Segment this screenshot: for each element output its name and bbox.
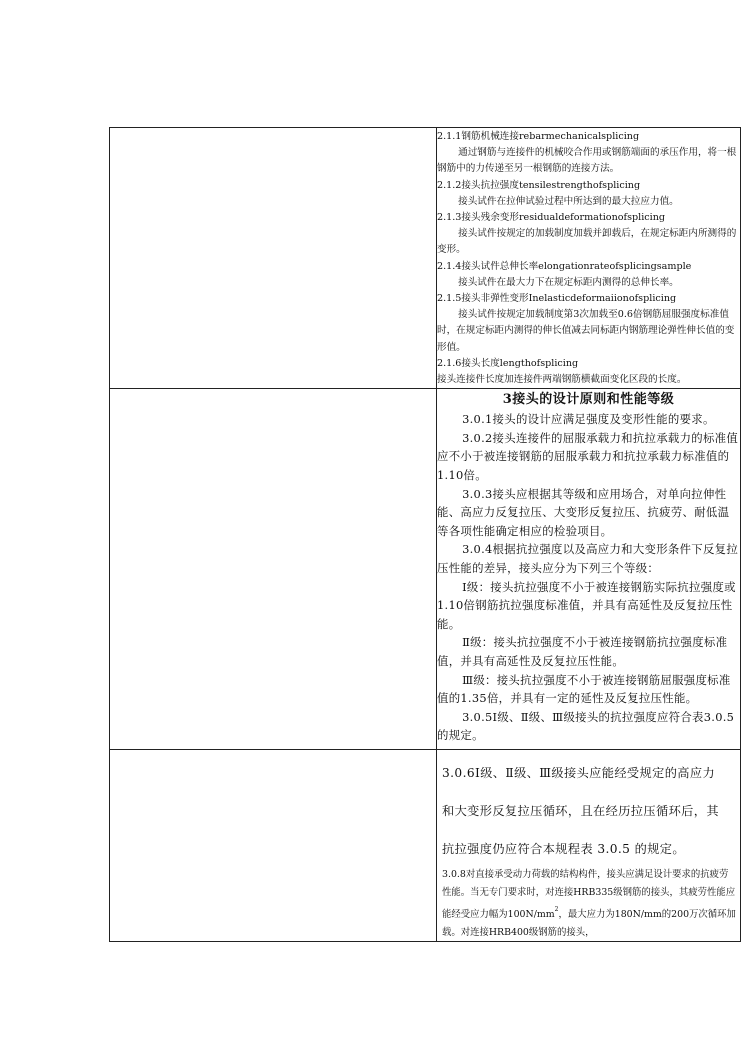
grade-1-text: Ⅰ级：接头抗拉强度不小于被连接钢筋实际抗拉强度或1.10倍钢筋抗拉强度标准值，并具有高延性及反复拉压性能。 (437, 579, 736, 631)
table-row (110, 389, 741, 750)
clause-3-0-3: 3.0.3接头应根据其等级和应用场合，对单向拉伸性能、高应力反复拉压、大变形反复拉压、抗疲劳、耐低温等各项性能确定相应的检验项目。 (437, 486, 730, 538)
definition-2-1-2: 接头试件在拉伸试验过程中所达到的最大拉应力值。 (458, 195, 679, 207)
superscript-2: 2 (554, 906, 559, 914)
definition-2-1-1: 通过钢筋与连接件的机械咬合作用或钢筋端面的承压作用，将一根钢筋中的力传递至另一根钢筋的连接方法。 (437, 147, 737, 175)
table-row (110, 750, 741, 942)
grade-3-text: Ⅲ级：接头抗拉强度不小于被连接钢筋屈服强度标准值的1.35倍，并具有一定的延性及反复拉压性能。 (437, 672, 731, 706)
definition-2-1-6: 接头连接件长度加连接件两端钢筋横截面变化区段的长度。 (437, 374, 687, 386)
grade-2-text: Ⅱ级：接头抗拉强度不小于被连接钢筋抗拉强度标准值，并具有高延性及反复拉压性能。 (437, 635, 728, 668)
content-table (109, 127, 741, 942)
clause-3-0-5: 3.0.5Ⅰ级、Ⅱ级、Ⅲ级接头的抗拉强度应符合表3.0.5的规定。 (437, 709, 735, 743)
clause-3-0-8-text-b: ，最大应力为180N/mm的200万次循环加载。对连接HRB400级钢筋的接头， (442, 909, 736, 938)
term-2-1-3: 2.1.3接头残余变形residualdeformationofsplicing (437, 212, 666, 224)
term-2-1-1: 2.1.1钢筋机械连接rebarmechanicalsplicing (437, 131, 640, 142)
table-row (110, 128, 741, 389)
definition-2-1-4: 接头试件在最大力下在规定标距内测得的总伸长率。 (458, 276, 679, 288)
design-principles-cell (437, 389, 741, 750)
clause-3-0-4: 3.0.4根据抗拉强度以及高应力和大变形条件下反复拉压性能的差异，接头应分为下列三个等级： (437, 542, 739, 575)
clause-3-0-6-line-1: 3.0.6Ⅰ级、Ⅱ级、Ⅲ级接头应能经受规定的高应力 (442, 766, 716, 781)
term-2-1-2: 2.1.2接头抗拉强度tensilestrengthofsplicing (437, 179, 641, 191)
clause-3-0-6-line-2: 和大变形反复拉压循环，且在经历拉压循环后，其 (442, 804, 719, 819)
term-2-1-5: 2.1.5接头非弹性变形Inelasticdeformaiionofsplicing (437, 293, 677, 305)
left-cell-empty (110, 750, 437, 942)
clause-3-0-8-text-a: 3.0.8对直接承受动力荷载的结构构件，接头应满足设计要求的抗疲劳性能。当无专门要求时，对连接HRB335级钢筋的接头，其疲劳性能应能经受应力幅为100N/mm (442, 869, 736, 921)
section-heading: 3接头的设计原则和性能等级 (502, 392, 675, 408)
left-cell-empty (110, 389, 437, 750)
term-2-1-6: 2.1.6接头长度lengthofsplicing (437, 357, 579, 369)
clause-3-0-1: 3.0.1接头的设计应满足强度及变形性能的要求。 (462, 412, 715, 427)
definitions-cell (437, 128, 741, 389)
clause-3-0-6-line-3: 抗拉强度仍应符合本规程表 3.0.5 的规定。 (442, 842, 685, 857)
definition-2-1-3: 接头试件按规定的加载制度加载并卸载后，在规定标距内所测得的变形。 (437, 228, 737, 256)
clause-3-0-2: 3.0.2接头连接件的屈服承载力和抗拉承载力的标准值应不小于被连接钢筋的屈服承载力和抗拉承载力标准值的1.10倍。 (437, 430, 739, 483)
document-page (109, 127, 739, 942)
term-2-1-4: 2.1.4接头试件总伸长率elongationrateofsplicingsample (437, 260, 692, 272)
left-cell-empty (110, 128, 437, 389)
clause-3-0-8 (442, 866, 736, 941)
clause-3-0-6-cell (437, 750, 741, 942)
definition-2-1-5: 接头试件按规定加载制度第3次加载至0.6倍钢筋屈服强度标准值时，在规定标距内测得的伸长值减去同标距内钢筋理论弹性伸长值的变形值。 (437, 309, 735, 353)
